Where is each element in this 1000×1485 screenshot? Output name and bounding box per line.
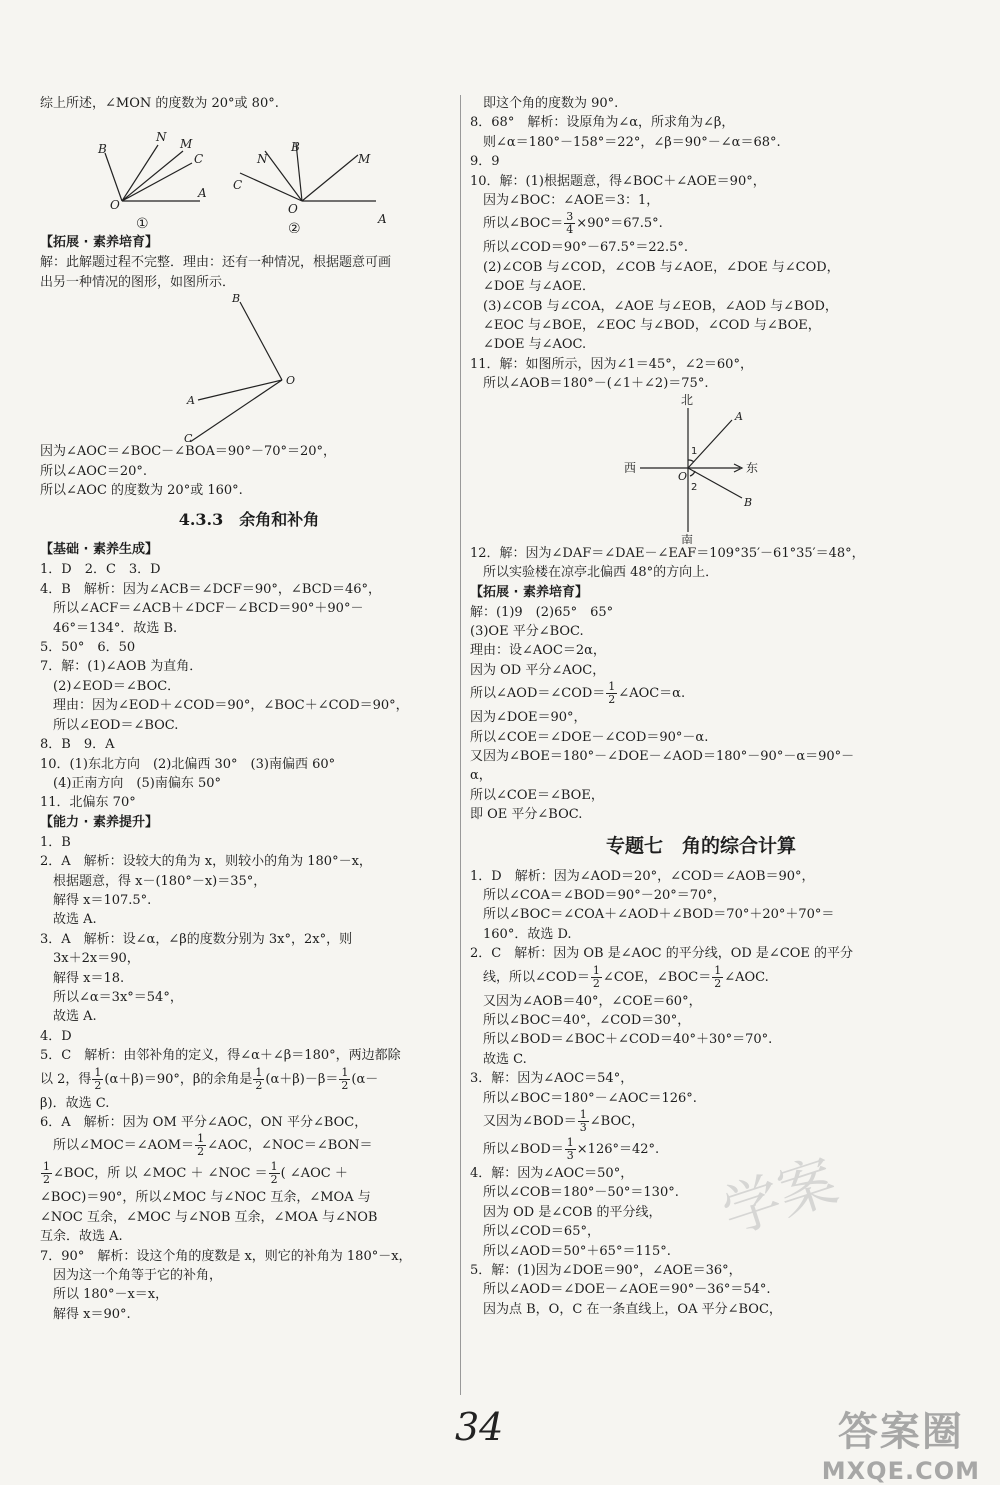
- fraction-line: $\frac{1}{2}$ ∠BOC，所 以 ∠MOC ＋ ∠NOC ＝ $\frac{1}{2}$ ( ∠AOC ＋: [43, 1160, 348, 1187]
- answer-line: 5．C 解析：由邻补角的定义，得∠α＋∠β＝180°，两边都除: [40, 1048, 401, 1064]
- answer-line: 8．68° 解析：设原角为∠α，所求角为∠β，: [470, 115, 735, 131]
- answer-line: 根据题意，得 x－(180°－x)＝35°，: [40, 873, 267, 889]
- answer-line: 即这个角的度数为 90°.: [470, 96, 619, 111]
- fraction: $\frac{1}{2}$: [270, 1160, 278, 1187]
- answer-line: 2．A 解析：设较大的角为 x，则较小的角为 180°－x，: [40, 854, 372, 870]
- fig1-label-n: N: [156, 130, 167, 145]
- fig1-label-o: O: [110, 198, 120, 213]
- fig3-label-b: B: [232, 292, 241, 306]
- answer-line: 解：(1)9 (2)65° 65°: [470, 604, 614, 620]
- extension-header: 【拓展 · 素养培育】: [40, 235, 158, 251]
- answer-line: 7．90° 解析：设这个角的度数是 x，则它的补角为 180°－x，: [40, 1248, 412, 1264]
- answer-line: 8．B 9．A: [40, 737, 115, 753]
- answer-line: 160°．故选 D.: [470, 926, 572, 942]
- answer-line: 所以∠COB＝180°－50°＝130°.: [470, 1185, 679, 1201]
- answer-line: 互余．故选 A.: [40, 1229, 123, 1245]
- answer-line: 因为点 B，O，C 在一条直线上，OA 平分∠BOC，: [470, 1301, 782, 1317]
- answer-line: 理由：设∠AOC＝2α，: [470, 643, 606, 659]
- compass-east: 东: [746, 460, 759, 475]
- answer-line: 解得 x＝90°.: [40, 1306, 131, 1322]
- answer-line: 所以∠BOD＝∠BOC＋∠COD＝40°＋30°＝70°.: [470, 1032, 773, 1048]
- fraction: $\frac{1}{2}$: [341, 1065, 349, 1092]
- answer-line: (3)OE 平分∠BOC.: [470, 623, 584, 639]
- fig2-caption: ②: [288, 221, 301, 234]
- fig2-label-o: O: [288, 202, 298, 217]
- answer-line: 4．D: [40, 1028, 72, 1044]
- compass-figure: [470, 394, 932, 544]
- answer-line: α，: [470, 768, 492, 784]
- answer-line: β)．故选 C.: [40, 1095, 110, 1111]
- compass-label-b: B: [744, 495, 753, 509]
- answer-line: 所以∠BOC＝40°，∠COD＝30°，: [470, 1013, 691, 1028]
- answer-line: 1．D 解析：因为∠AOD＝20°，∠COD＝∠AOB＝90°，: [470, 868, 815, 884]
- answer-line: 7．解：(1)∠AOB 为直角．: [40, 659, 203, 675]
- answer-line: 3．A 解析：设∠α，∠β的度数分别为 3x°，2x°，则: [40, 931, 353, 947]
- fraction: $\frac{1}{2}$: [197, 1132, 205, 1159]
- ability-header: 【能力 · 素养提升】: [40, 814, 158, 830]
- text-line: 所以∠AOC＝20°.: [40, 463, 148, 479]
- compass-angle-1: 1: [691, 445, 698, 457]
- fig2-label-m: M: [358, 152, 371, 167]
- fraction-line: 所以∠BOD＝ $\frac{1}{3}$ ×126°＝42°.: [470, 1136, 660, 1163]
- answer-line: 又因为∠BOE＝180°－∠DOE－∠AOD＝180°－90°－α＝90°－: [470, 748, 855, 764]
- answer-line: 所以∠BOC＝∠COA＋∠AOD＋∠BOD＝70°＋20°＋70°＝: [470, 907, 835, 923]
- answer-line: 因为 OD 是∠COB 的平分线，: [470, 1204, 662, 1220]
- section-title: 4.3.3 余角和补角: [178, 510, 320, 530]
- text-line: 出另一种情况的图形，如图所示．: [40, 274, 236, 290]
- fraction: $\frac{1}{3}$: [579, 1108, 587, 1135]
- topic-title: 专题七 角的综合计算: [605, 834, 796, 857]
- page-number: 34: [455, 1405, 504, 1449]
- compass-label-a: A: [735, 409, 743, 423]
- fraction: $\frac{1}{2}$: [94, 1065, 102, 1092]
- extension-header: 【拓展 · 素养培育】: [470, 584, 588, 600]
- answer-line: 因为∠BOC：∠AOE＝3：1，: [470, 193, 660, 209]
- watermark-url: MXQE.COM: [821, 1457, 980, 1485]
- fig3-label-c: C: [184, 432, 193, 443]
- fraction: $\frac{3}{4}$: [566, 210, 574, 237]
- answer-line: 所以∠COD＝65°，: [470, 1224, 600, 1240]
- answer-line: 因为 OD 平分∠AOC，: [470, 662, 606, 678]
- angle-figure-3: [40, 292, 458, 442]
- answer-line: (2)∠COB 与∠COD，∠COB 与∠AOE，∠DOE 与∠COD，: [470, 259, 840, 275]
- answer-line: 11．解：如图所示，因为∠1＝45°，∠2＝60°，: [470, 356, 753, 372]
- answer-line: 6．A 解析：因为 OM 平分∠AOC，ON 平分∠BOC，: [40, 1115, 368, 1130]
- fraction: $\frac{1}{2}$: [43, 1160, 50, 1187]
- answer-line: ∠DOE 与∠AOC.: [470, 337, 587, 353]
- answer-line: 所以 180°－x＝x，: [40, 1287, 169, 1303]
- answer-line: 11．北偏东 70°: [40, 795, 136, 811]
- fraction-line: 所以∠AOD＝∠COD＝ $\frac{1}{2}$ ∠AOC＝α.: [470, 680, 686, 707]
- answer-line: 所以∠BOC＝180°－∠AOC＝126°.: [470, 1090, 697, 1106]
- fraction-line: 所以∠MOC＝∠AOM＝ $\frac{1}{2}$ ∠AOC，∠NOC＝∠BON＝: [40, 1132, 373, 1159]
- answer-line: 又因为∠AOB＝40°，∠COE＝60°，: [470, 993, 702, 1009]
- fraction: $\frac{1}{2}$: [714, 963, 722, 990]
- answer-line: ∠NOC 互余，∠MOC 与∠NOB 互余，∠MOA 与∠NOB: [40, 1209, 378, 1225]
- angle-figure-1-2: [40, 113, 458, 233]
- answer-line: 所以∠α＝3x°＝54°，: [40, 989, 183, 1005]
- column-divider: [460, 95, 461, 1395]
- answer-line: 5．解：(1)因为∠DOE＝90°，∠AOE＝36°，: [470, 1263, 742, 1279]
- answer-line: 1．B: [40, 834, 71, 850]
- answer-line: 4．解：因为∠AOC＝50°，: [470, 1166, 634, 1182]
- fig2-label-b: B: [291, 140, 300, 155]
- answer-line: 解得 x＝18.: [40, 970, 125, 986]
- basic-header: 【基础 · 素养生成】: [40, 542, 158, 558]
- text-line: 因为∠AOC＝∠BOC－∠BOA＝90°－70°＝20°，: [40, 444, 337, 460]
- fraction-line: 以 2，得 $\frac{1}{2}$ (α＋β)＝90°，β的余角是 $\frac{1}{2}$ (α＋β)－β＝ $\frac{1}{2}$ (α－: [40, 1065, 379, 1092]
- answer-line: 理由：因为∠EOD＋∠COD＝90°，∠BOC＋∠COD＝90°，: [40, 698, 409, 714]
- compass-angle-2: 2: [691, 481, 698, 493]
- answer-line: 因为这一个角等于它的补角，: [40, 1268, 223, 1284]
- text-line: 所以∠AOC 的度数为 20°或 160°.: [40, 483, 243, 499]
- answer-line: 所以实验楼在凉亭北偏西 48°的方向上．: [470, 565, 719, 581]
- answer-line: 所以∠COE＝∠DOE－∠COD＝90°－α.: [470, 729, 709, 745]
- answer-line: (3)∠COB 与∠COA，∠AOE 与∠EOB，∠AOD 与∠BOD，: [470, 298, 838, 314]
- compass-south: 南: [681, 532, 694, 544]
- fig3-label-a: A: [187, 394, 195, 408]
- answer-line: 故选 A.: [40, 912, 97, 928]
- fraction: $\frac{1}{2}$: [608, 680, 616, 707]
- fig1-label-b: B: [98, 142, 107, 157]
- fraction: $\frac{1}{2}$: [255, 1065, 263, 1092]
- answer-line: 12．解：因为∠DAF＝∠DAE－∠EAF＝109°35′－61°35′＝48°，: [470, 545, 865, 561]
- right-column: [470, 94, 932, 1319]
- answer-line: ∠EOC 与∠BOE，∠EOC 与∠BOD，∠COD 与∠BOE，: [470, 318, 821, 334]
- fig1-label-c: C: [194, 152, 204, 167]
- fraction-line: 又因为∠BOD＝ $\frac{1}{3}$ ∠BOC，: [470, 1108, 645, 1135]
- site-watermark: [822, 1400, 980, 1485]
- answer-line: 则∠α＝180°－158°＝22°，∠β＝90°－∠α＝68°.: [470, 134, 781, 150]
- fig3-label-o: O: [286, 374, 296, 388]
- answer-line: 4．B 解析：因为∠ACB＝∠DCF＝90°，∠BCD＝46°，: [40, 581, 382, 597]
- fig1-caption: ①: [136, 216, 149, 233]
- answer-line: 即 OE 平分∠BOC.: [470, 807, 583, 823]
- answer-line: 9．9: [470, 154, 500, 170]
- fig2-label-c: C: [233, 178, 243, 193]
- left-column: [40, 94, 458, 1324]
- answer-line: 5．50° 6．50: [40, 640, 136, 656]
- answer-line: ∠DOE 与∠AOE．: [470, 279, 596, 295]
- answer-line: (4)正南方向 (5)南偏东 50°: [40, 775, 222, 791]
- answer-line: ∠BOC)＝90°，所以∠MOC 与∠NOC 互余，∠MOA 与: [40, 1190, 371, 1206]
- answer-line: 所以∠COE＝∠BOE，: [470, 787, 604, 803]
- answer-line: 2．C 解析：因为 OB 是∠AOC 的平分线，OD 是∠COE 的平分: [470, 946, 854, 962]
- answer-line: 3．解：因为∠AOC＝54°，: [470, 1071, 634, 1087]
- answer-line: 1．D 2．C 3．D: [40, 562, 161, 578]
- answer-line: 所以∠AOB＝180°－(∠1＋∠2)＝75°.: [470, 376, 709, 392]
- fig2-label-a: A: [378, 212, 387, 227]
- fraction-line: 所以∠BOC＝ $\frac{3}{4}$ ×90°＝67.5°.: [470, 210, 663, 237]
- text-line: 解：此解题过程不完整．理由：还有一种情况，根据题意可画: [40, 255, 392, 271]
- fraction: $\frac{1}{3}$: [566, 1136, 574, 1163]
- answer-line: 3x＋2x＝90，: [40, 951, 140, 967]
- answer-line: 所以∠AOD＝∠DOE－∠AOE＝90°－36°＝54°.: [470, 1282, 771, 1298]
- answer-line: 所以∠ACF＝∠ACB＋∠DCF－∠BCD＝90°＋90°－: [40, 601, 364, 617]
- answer-line: 10．解：(1)根据题意，得∠BOC＋∠AOE＝90°，: [470, 173, 766, 189]
- answer-line: 所以∠COA＝∠BOD＝90°－20°＝70°，: [470, 887, 726, 903]
- answer-line: 所以∠AOD＝50°＋65°＝115°.: [470, 1243, 671, 1259]
- answer-line: 所以∠EOD＝∠BOC.: [40, 717, 179, 733]
- answer-line: 因为∠DOE＝90°，: [470, 710, 587, 726]
- fig2-label-n: N: [257, 152, 268, 167]
- watermark-logo: 答案圈: [837, 1409, 964, 1455]
- answer-line: 所以∠COD＝90°－67.5°＝22.5°.: [470, 240, 688, 256]
- fig1-label-m: M: [180, 137, 193, 152]
- answer-line: 46°＝134°．故选 B.: [40, 620, 178, 636]
- compass-label-o: O: [678, 469, 688, 483]
- answer-line: 解得 x＝107.5°.: [40, 892, 152, 908]
- answer-line: 故选 A.: [40, 1009, 97, 1025]
- compass-north: 北: [681, 393, 694, 407]
- fraction-line: 线，所以∠COD＝ $\frac{1}{2}$ ∠COE，∠BOC＝ $\frac{1}{2}$ ∠AOC.: [470, 963, 769, 990]
- answer-line: (2)∠EOD＝∠BOC．: [40, 678, 181, 694]
- text-line: 综上所述，∠MON 的度数为 20°或 80°.: [40, 96, 279, 111]
- fraction: $\frac{1}{2}$: [592, 963, 600, 990]
- stamp-watermark: 学案: [713, 1146, 846, 1248]
- answer-line: 故选 C.: [470, 1051, 527, 1067]
- answer-line: 10．(1)东北方向 (2)北偏西 30° (3)南偏西 60°: [40, 756, 336, 772]
- compass-west: 西: [624, 460, 637, 475]
- fig1-label-a: A: [198, 186, 207, 201]
